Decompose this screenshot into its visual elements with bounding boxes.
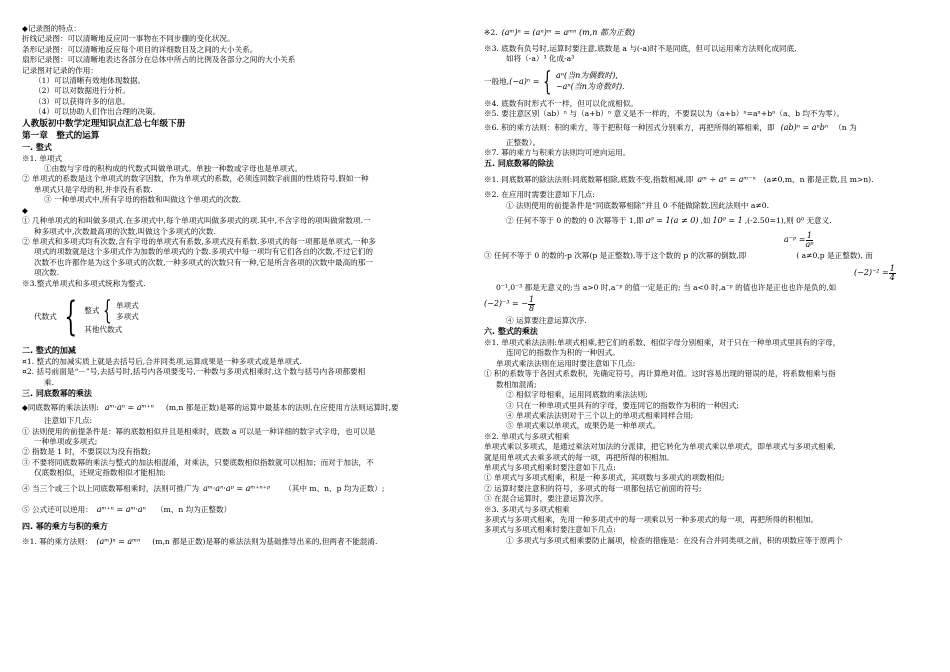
left-column [22, 24, 474, 553]
text-line: 多项式与多项式相乘时要注意如下几点: [484, 525, 616, 535]
brace-branches [84, 298, 139, 335]
text-line: ※7. 幂的乘方与积乘方法则均可逆向运用。 [484, 148, 631, 158]
text-line: 数相加混淆; [496, 379, 537, 389]
formula: (aᵐ)ⁿ = aᵐⁿ [96, 537, 141, 547]
text-line: 单项式只是字母的积,并非没有系数. [34, 184, 153, 194]
text-line: 仅底数相似，还规定指数相似才能相加; [34, 468, 166, 478]
text-line: ⑤ 单项式乘以单项式，成果仍是一种单项式。 [506, 421, 661, 431]
fraction-denominator: 8 [528, 304, 535, 314]
cases-line [484, 65, 930, 99]
section-title: 四. 幂的乘方与积的乘方 [22, 521, 108, 531]
text-line: 一种单项或多项式; [34, 436, 98, 446]
formula: aᵐ ÷ aⁿ = aᵐ⁻ⁿ [697, 175, 756, 185]
main-title: 人教版初中数学定理知识点汇总七年级下册 [22, 118, 186, 129]
text-span: 一般地, [484, 76, 510, 86]
text-span: ② 任何不等于 0 的数的 0 次幂等于 1,即 [506, 216, 644, 226]
cases-stack [556, 71, 625, 92]
text-line: ※5. 要注意区别（ab）ⁿ 与（a+b）ⁿ 意义是不一样的，不要误以为（a+b）ⁿ=aⁿ+bⁿ（a、b 均不为零）。 [484, 109, 845, 119]
text-line: ※3.整式单项式和多项式统称为整式. [22, 278, 146, 288]
text-line: 连同它的指数作为积的一种因式。 [506, 348, 620, 358]
text-line: 项式的项数就是这个多项式作为加数的单项式的个数.多项式中每一项均有它们各自的次数,不过它们的 [34, 247, 373, 257]
text-line: ※4. 底数有时形式不一样，但可以化成相似。 [484, 98, 638, 108]
text-line: ※3. 多项式与多项式相乘 [484, 504, 570, 514]
text-line: ② 运算时要注意积的符号，多项式的每一项都包括它前面的符号; [484, 483, 702, 493]
text-line: ① 法则使用的前提条件是“同底数幂相除”并且 0 不能做除数,因此法则中 a≠0. [506, 200, 770, 210]
text-line: （3）可以获得许多的信息。 [34, 96, 130, 106]
rule-line [22, 533, 474, 553]
formula: aᵐ·aⁿ = aᵐ⁺ⁿ [104, 402, 154, 412]
case-line: −aⁿ(当n为奇数时). [555, 81, 625, 91]
fraction-denominator: aᵖ [805, 239, 814, 249]
text-line: 条形记录图：可以清晰地反应每个项目的详细数目及之间的大小关系。 [22, 44, 258, 54]
text-line: ¤1. 整式的加减实质上就是去括号后,合并同类项,运算成果是一种多项式或是单项式. [22, 356, 302, 366]
formula-line [484, 231, 930, 249]
rule-line [484, 22, 930, 44]
fraction [889, 265, 896, 282]
fraction-numerator: 1 [889, 263, 895, 273]
text-span: ※6. 积的乘方法则：积的乘方，等于把积每一种因式分别乘方，再把所得的幂相乘，即 [484, 123, 775, 133]
text-span: ⑤ 公式还可以逆用： [22, 505, 93, 515]
section-title: 五. 同底数幂的除法 [484, 159, 554, 169]
right-column [484, 22, 930, 546]
text-span: ③ 任何不等于 0 的数的-p 次幂(p 是正整数),等于这个数的 p 的次幂的倒数,即 [484, 251, 747, 261]
text-span: （n 为 [834, 123, 857, 133]
text-span: (a≠0,m、n 都是正数,且 m>n). [763, 175, 874, 185]
text-line: ③ 不要将同底数幂的乘法与整式的加法相混淆，对乘法，只要底数相似指数就可以相加；而对于加法，不 [22, 457, 374, 467]
formula-line [484, 294, 930, 316]
text-line: ② 单项式和多项式均有次数,含有字母的单项式有系数,多项式没有系数.多项式的每一项都是单项式,一种多 [22, 236, 376, 246]
formula: aᵐ·aⁿ·aᵖ = aᵐ⁺ⁿ⁺ᵖ [203, 484, 271, 494]
text-line: ① 几种单项式的和叫做多项式.在多项式中,每个单项式叫做多项式的项.其中,不含字母的项叫做常数项.一 [22, 216, 371, 226]
fraction [805, 232, 813, 249]
formula: (ab)ⁿ = aⁿbⁿ [780, 123, 829, 133]
brace-other-label: 其他代数式 [84, 325, 123, 335]
text-span: (m,n 都是正数)是幂的运算中最基本的法则,在应使用方法则运算时,要 [165, 402, 399, 412]
text-line: ② 单项式的系数是这个单项式的数字因数，作为单项式的系数，必须连同数字前面的性质符号,假如一种 [22, 174, 369, 184]
text-line: （4）可以协助人们作出合理的决策。 [34, 107, 161, 117]
brace-root-label: 代数式 [34, 311, 57, 321]
formula: (aᵐ)ⁿ = (aⁿ)ᵐ = aᵐⁿ (m,n 都为正数) [501, 27, 636, 37]
text-line: ① 单项式与多项式相乘，积是一种多项式，其项数与多项式的项数相似; [484, 473, 725, 483]
section-title: 二. 整式的加减 [22, 345, 76, 355]
brace-leaf: 单项式 [115, 301, 139, 311]
text-line: ② 指数是 1 时，不要误以为没有指数; [22, 447, 151, 457]
text-line: ③ 只在一种单项式里具有的字母，要连同它的指数作为积的一种因式; [506, 400, 739, 410]
formula: a⁻ᵖ = [784, 235, 806, 245]
text-line: 折线记录图：可以清晰地反应同一事物在不同步骤的变化状况。 [22, 34, 235, 44]
intro-block [22, 24, 474, 118]
text-line: ① 多项式与多项式相乘要防止漏项，检查的措施是：在没有合并同类项之前，积的项数应等于原两个 [506, 535, 843, 545]
formula: a⁰ = 1(a ≠ 0) [645, 216, 699, 226]
text-line: ◆ [22, 205, 28, 215]
text-line: ④ 单项式乘法法则对于三个以上的单项式相乘同样合用; [506, 410, 694, 420]
text-line: 注意如下几点: [44, 416, 93, 426]
text-line: 如将（-a）³ 化成-a³ [506, 54, 575, 64]
section-title: 三. 同底数幂的乘法 [22, 389, 92, 399]
text-span: （其中 m、n、p 均为正数）; [284, 484, 385, 494]
text-line: 乘. [44, 377, 55, 387]
fraction [528, 296, 535, 313]
formula: 10⁰ = 1 [712, 216, 743, 226]
rule-line [22, 479, 474, 501]
text-line: 多项式与多项式相乘，先用一种多项式中的每一项乘以另一种多项式的每一项，再把所得的积相加。 [484, 514, 819, 524]
text-line: ① 积的系数等于各因式系数积，先确定符号，再计算绝对值。这时容易出现的错误的是，将系数相乘与指 [484, 369, 836, 379]
text-line: ③ 在混合运算时，要注意运算次序。 [484, 494, 608, 504]
text-line: 种多项式中,次数最高项的次数,叫做这个多项式的次数. [34, 226, 216, 236]
text-line: ※1. 单项式乘法法则:单项式相乘,把它们的系数、相似字母分别相乘，对于只在一种单项式里具有的字母， [484, 338, 841, 348]
text-line: 次数不也许都作是为这个多项式的次数,一种多项式的次数只有一种,它是所含各项的次数中最高的那一 [34, 257, 373, 267]
text-line: ③ 一种单项式中,所有字母的指数和叫做这个单项式的次数. [44, 195, 242, 205]
brace-mid-label: 整式 [84, 306, 100, 316]
section-title: 六. 整式的乘法 [484, 327, 538, 337]
formula: (−2)⁻³ = − [484, 299, 528, 309]
brace-leaf: 多项式 [115, 312, 139, 322]
classification-diagram [34, 295, 474, 339]
formula: (−2)⁻² = [854, 268, 889, 278]
text-line: ※1. 单项式 [22, 153, 63, 163]
text-span: (m,n 都是正数)是幂的乘法法则为基础推导出来的,但两者不能混淆. [152, 537, 378, 547]
rule-line [484, 120, 930, 138]
formula-line [484, 263, 930, 283]
text-line: 就是用单项式去乘多项式的每一项，再把所得的积相加。 [484, 452, 674, 462]
formula: aᵐ⁺ⁿ = aᵐ·aⁿ [96, 505, 146, 515]
brace-glyph: { [103, 296, 112, 327]
rule-line [484, 170, 930, 190]
text-span: ,(-2.50=1),则 0⁰ 无意义. [744, 216, 832, 226]
text-line: 扇形记录图：可以清晰地表达各部分在总体中所占的比例及各部分之间的大小关系 [22, 55, 296, 65]
text-line: ② 相似字母相乘，运用同底数的乘法法则; [506, 390, 648, 400]
text-line: ④ 运算要注意运算次序. [506, 315, 587, 325]
rule-line [22, 501, 474, 521]
text-line: ① 法则使用的前提条件是：幂的底数相似并且是相乘时，底数 a 可以是一种详细的数字式字母，也可以是 [22, 426, 376, 436]
text-line: ※2. 单项式与多项式相乘 [484, 431, 570, 441]
formula: (−a)ⁿ = [509, 76, 540, 86]
text-line: 0⁻¹,0⁻³ 都是无意义的;当 a>0 时,a⁻ᵖ 的值一定是正的; 当 a<0 时,a⁻ᵖ 的值也许是正也也许是负的,如 [496, 283, 837, 293]
rule-line [484, 249, 930, 263]
brace-glyph: { [64, 293, 77, 340]
text-line: 单项式乘以多项式，是通过乘法对加法的分派律，把它转化为单项式乘以单项式，即单项式与多项式相乘, [484, 442, 836, 452]
text-line: ※3. 底数有负号时,运算时要注意,底数是 a 与(-a)时不是同底，但可以运用乘方法则化成同底, [484, 44, 797, 53]
text-line: 单项式与多项式相乘时要注意如下几点: [484, 462, 616, 472]
text-span: ※1. 同底数幂的除法法则:同底数幂相除,底数不变,指数相减,即 [484, 175, 694, 185]
text-line: ※2. 在应用时需要注意如下几点: [484, 190, 595, 200]
chapter-title: 第一章 整式的运算 [22, 130, 100, 141]
text-line: 正整数）。 [506, 137, 541, 147]
brace-glyph: { [543, 66, 552, 97]
text-line: （1）可以清晰有效地体现数据。 [34, 76, 146, 86]
text-span: ※1. 幂的乘方法则： [22, 537, 93, 547]
fraction-numerator: 1 [528, 295, 535, 305]
text-line: ◆记录图的特点： [22, 24, 81, 33]
text-line: （2）可以对数据进行分析。 [34, 86, 130, 96]
text-span: （m、n 均为正整数） [155, 505, 232, 515]
rule-line [22, 400, 474, 416]
text-span: ◆同底数幂的乘法法则: [22, 402, 99, 412]
text-span: ( a≠0,p 是正整数), 而 [796, 251, 873, 261]
text-line: 项次数. [34, 268, 60, 278]
rule-line [484, 211, 930, 231]
text-span: ④ 当三个或三个以上同底数幂相乘时，法则可推广为 [22, 484, 200, 494]
text-span: ,如 [700, 216, 711, 226]
text-span: ※2. [484, 27, 498, 37]
text-line: 单项式乘法法则在运用时要注意如下几点: [496, 358, 636, 368]
section-title: 一. 整式 [22, 142, 52, 152]
fraction-denominator: 4 [889, 272, 895, 282]
text-line: ①由数与字母的积构成的代数式叫做单项式。单独一种数或字母也是单项式。 [44, 164, 303, 174]
case-line: aⁿ(当n为偶数时), [555, 71, 618, 81]
text-line: ¤2. 括号前面是“－”号,去括号时,括号内各项要变号,一种数与多项式相乘时,这个数与括号内各项都要相 [22, 367, 366, 377]
fraction-numerator: 1 [806, 230, 812, 240]
text-line: 记录图对记录的作用： [22, 65, 98, 75]
